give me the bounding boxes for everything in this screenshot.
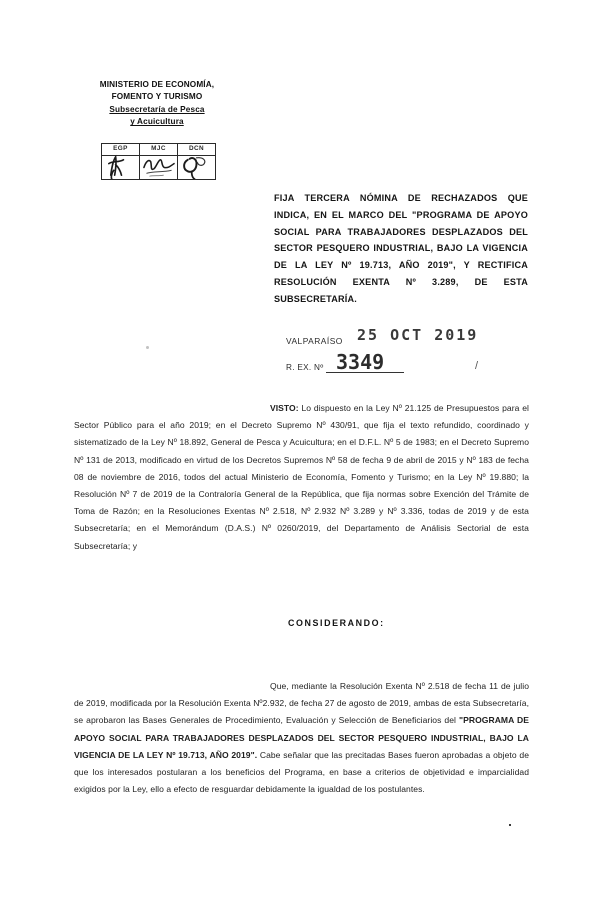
place-label: VALPARAÍSO (286, 336, 343, 346)
letterhead-ministry-second: FOMENTO Y TURISMO (111, 92, 203, 102)
page-mark (509, 824, 511, 826)
visa-label-mjc: MJC (151, 145, 166, 152)
visa-column-egp (102, 144, 140, 179)
visto-paragraph (74, 400, 529, 555)
considerando-text-part2: Cabe señalar que las precitadas Bases fueron aprobadas a objeto de que los interesados postularan a los beneficios del Programa, en base a criterios de objetividad e imparcialidad exigidos por la Ley, ello a efecto de resguardar debidamente la igualdad de los postulantes. (74, 749, 529, 795)
letterhead (72, 79, 242, 129)
considerando-paragraph (74, 678, 529, 798)
letterhead-subsecretariat-second: y Acuicultura (130, 117, 184, 127)
considerando-program-name: "PROGRAMA DE APOYO SOCIAL PARA TRABAJADORES DESPLAZADOS DEL SECTOR PESQUERO INDUSTRIAL, BAJO LA VIGENCIA DE LA LEY Nº 19.713, AÑO 2019". (74, 715, 530, 760)
visa-column-dcn (178, 144, 215, 179)
visa-column-mjc (140, 144, 178, 179)
ink-smudge (146, 346, 149, 349)
visa-label-dcn: DCN (188, 145, 205, 152)
signature-mark-dcn (179, 154, 214, 179)
slash-mark: / (475, 360, 479, 372)
signature-mark-mjc (141, 154, 176, 179)
visa-stamp-box (101, 143, 216, 180)
visto-heading: VISTO: (270, 403, 299, 413)
considerando-heading: CONSIDERANDO: (288, 618, 385, 628)
document-title: FIJA TERCERA NÓMINA DE RECHAZADOS QUE INDICA, EN EL MARCO DEL "PROGRAMA DE APOYO SOCIAL PARA TRABAJADORES DESPLAZADOS DEL SECTOR PESQUERO INDUSTRIAL, BAJO LA VIGENCIA DE LA LEY Nº 19.713, AÑO 2019", Y RECTIFICA RESOLUCIÓN EXENTA Nº 3.289, DE ESTA SUBSECRETARÍA. (274, 193, 528, 304)
considerando-text-part1: Que, mediante la Resolución Exenta Nº 2.518 de fecha 11 de julio de 2019, modificada por la Resolución Exenta Nº2.932, de fecha 27 de agosto de 2019, ambas de esta Subsecretaría, se aprobaron las Bases Generales de Procedimiento, Evaluación y Selección de Beneficiarios del (74, 681, 529, 726)
visto-text: Lo dispuesto en la Ley Nº 21.125 de Presupuestos para el Sector Público para el año 2019; en el Decreto Supremo Nº 430/91, que fija el texto refundido, coordinado y sistematizado de la Ley Nº 18.892, General de Pesca y Acuicultura; en el D.F.L. Nº 5 de 1983; en el Decreto Supremo Nº 131 de 2013, modificado en virtud de los Decretos Supremos Nº 58 de fecha 9 de abril de 2015 y Nº 183 de fecha 08 de noviembre de 2016, todos del actual Ministerio de Economía, Fomento y Turismo; en la Ley Nº 19.880; la Resolución Nº 7 de 2019 de la Contraloría General de la República, que fija normas sobre Exención del Trámite de Toma de Razón; en la Resoluciones Exentas Nº 2.518, Nº 2.932 Nº 3.289 y Nº 3.336, todas de 2019 y de esta Subsecretaría; en el Memorándum (D.A.S.) Nº 0260/2019, del Departamento de Análisis Sectorial de esta Subsecretaría; y (74, 403, 529, 551)
letterhead-subsecretariat: Subsecretaría de Pesca (109, 104, 205, 114)
letterhead-ministry: MINISTERIO DE ECONOMÍA, (99, 80, 215, 89)
signature-mark-egp (103, 154, 138, 179)
visa-label-egp: EGP (113, 145, 128, 152)
resolution-number-stamp: 3349 (336, 350, 385, 374)
date-stamp: 25 OCT 2019 (357, 326, 479, 344)
resolution-label: R. EX. Nº (286, 363, 324, 372)
